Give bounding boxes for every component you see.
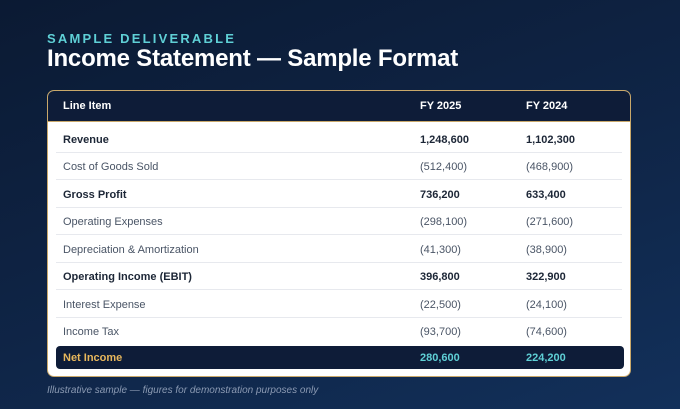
row-value-fy2025: (41,300) bbox=[420, 244, 461, 256]
row-value-fy2025: 736,200 bbox=[420, 189, 460, 201]
row-value-fy2025: (93,700) bbox=[420, 326, 461, 338]
table-row bbox=[56, 318, 622, 345]
row-value-fy2024: (468,900) bbox=[526, 161, 574, 173]
row-value-fy2024: (38,900) bbox=[526, 244, 567, 256]
row-label: Income Tax bbox=[63, 326, 120, 338]
row-label: Cost of Goods Sold bbox=[63, 161, 159, 173]
page-title: Income Statement — Sample Format bbox=[47, 45, 459, 72]
row-value-fy2025: (298,100) bbox=[420, 216, 468, 228]
row-value-fy2025: 396,800 bbox=[420, 271, 460, 283]
table-row bbox=[56, 126, 622, 153]
income-statement-table bbox=[47, 90, 631, 377]
net-income-label: Net Income bbox=[63, 352, 123, 364]
row-label: Depreciation & Amortization bbox=[63, 244, 199, 256]
row-value-fy2024: 633,400 bbox=[526, 189, 566, 201]
row-value-fy2024: 322,900 bbox=[526, 271, 566, 283]
row-label: Operating Expenses bbox=[63, 216, 163, 228]
column-header-line-item: Line Item bbox=[63, 100, 112, 112]
eyebrow-label: SAMPLE DELIVERABLE bbox=[47, 31, 237, 46]
net-income-row bbox=[56, 346, 624, 369]
net-income-fy2025: 280,600 bbox=[420, 352, 460, 364]
row-label: Operating Income (EBIT) bbox=[63, 271, 192, 283]
table-row bbox=[56, 263, 622, 290]
row-value-fy2024: 1,102,300 bbox=[526, 134, 575, 146]
row-label: Revenue bbox=[63, 134, 109, 146]
row-value-fy2024: (271,600) bbox=[526, 216, 574, 228]
row-value-fy2024: (74,600) bbox=[526, 326, 567, 338]
row-label: Interest Expense bbox=[63, 299, 146, 311]
table-row bbox=[56, 291, 622, 318]
column-header-fy2025: FY 2025 bbox=[420, 100, 462, 112]
table-row bbox=[56, 236, 622, 263]
column-header-fy2024: FY 2024 bbox=[526, 100, 568, 112]
table-row bbox=[56, 153, 622, 180]
row-value-fy2024: (24,100) bbox=[526, 299, 567, 311]
table-header bbox=[48, 91, 630, 122]
footnote: Illustrative sample — figures for demonstration purposes only bbox=[47, 385, 319, 396]
row-value-fy2025: (512,400) bbox=[420, 161, 468, 173]
row-label: Gross Profit bbox=[63, 189, 127, 201]
row-value-fy2025: 1,248,600 bbox=[420, 134, 469, 146]
table-row bbox=[56, 181, 622, 208]
net-income-fy2024: 224,200 bbox=[526, 352, 566, 364]
row-value-fy2025: (22,500) bbox=[420, 299, 461, 311]
table-row bbox=[56, 208, 622, 235]
